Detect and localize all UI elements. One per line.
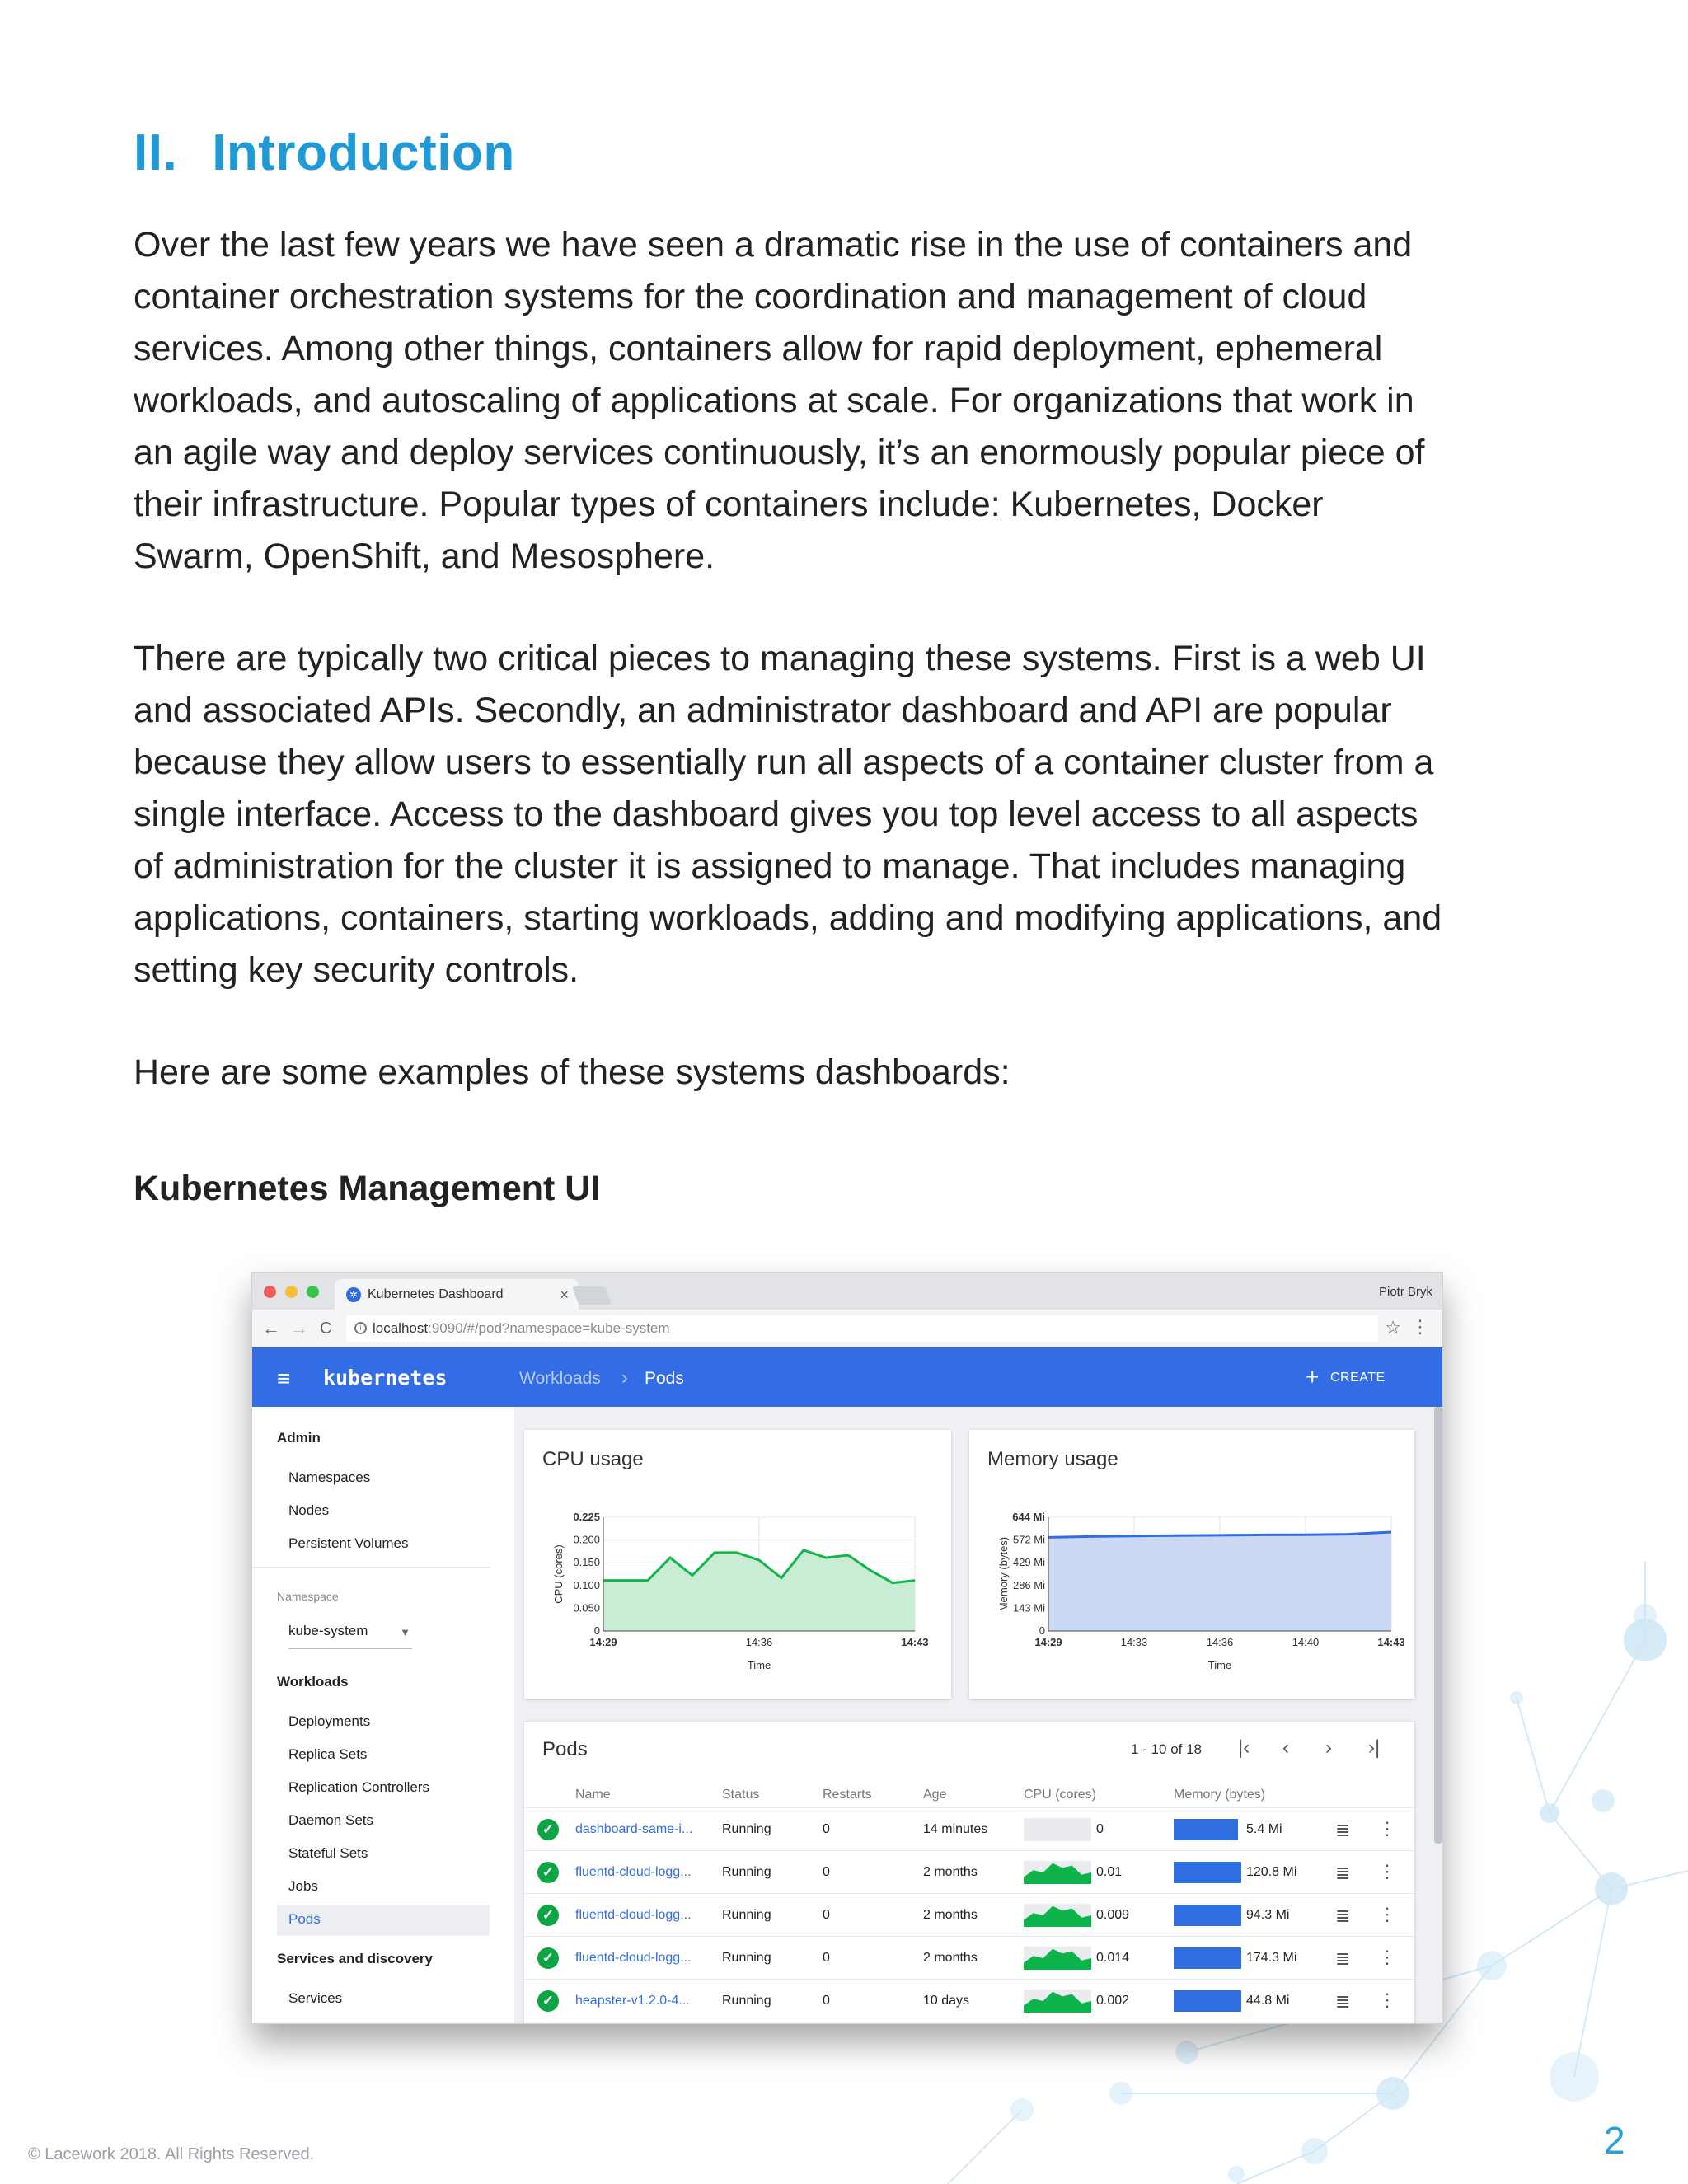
pod-name-link[interactable]: fluentd-cloud-logg...: [575, 1908, 692, 1922]
sidebar-divider: [252, 1567, 490, 1568]
y-tick-label: 0.100: [573, 1578, 600, 1591]
logs-icon[interactable]: ≣: [1335, 1991, 1351, 2012]
namespace-select[interactable]: [288, 1623, 412, 1649]
memory-bar: [1174, 1947, 1241, 1969]
sidebar-item-replica-sets[interactable]: Replica Sets: [288, 1746, 368, 1762]
x-tick-label: 14:43: [901, 1636, 929, 1648]
pagination-summary: 1 - 10 of 18: [1131, 1741, 1203, 1757]
pod-age: 2 months: [923, 1951, 978, 1965]
logs-icon[interactable]: ≣: [1335, 1905, 1351, 1926]
last-page-icon[interactable]: ›|: [1368, 1736, 1381, 1759]
minimize-window-icon[interactable]: [285, 1286, 298, 1298]
breadcrumb-chevron-icon: ›: [621, 1366, 628, 1389]
plus-icon[interactable]: +: [1306, 1364, 1320, 1390]
memory-bar: [1174, 1862, 1241, 1883]
y-tick-label: 572 Mi: [1012, 1533, 1045, 1546]
sidebar-item-jobs[interactable]: Jobs: [288, 1878, 318, 1894]
info-icon[interactable]: i: [354, 1322, 367, 1334]
pod-name-link[interactable]: fluentd-cloud-logg...: [575, 1951, 692, 1965]
pod-restarts: 0: [823, 1994, 830, 2008]
sparkline-area: [1024, 1949, 1091, 1970]
profile-name[interactable]: Piotr Bryk: [1378, 1285, 1432, 1299]
cpu-sparkline: [1024, 1818, 1091, 1841]
memory-usage-card: [969, 1430, 1414, 1699]
bookmark-star-icon[interactable]: ☆: [1385, 1317, 1401, 1338]
sparkline-area: [1024, 1992, 1091, 2013]
intro-paragraph-1: Over the last few years we have seen a dramatic rise in the use of containers and container orchestration systems for the coordination and management of cloud services. Among other things, containers allow for rapid deployment, ephemeral workloads, and autoscaling of applications at scale. For organizations that work in an agile way and deploy services continuously, it’s an enormously popular piece of their infrastructure. Popular types of containers include: Kubernetes, Docker Swarm, OpenShift, and Mesosphere.: [134, 225, 1425, 576]
breadcrumb-pods: Pods: [645, 1369, 684, 1388]
cpu-usage-title: CPU usage: [542, 1448, 644, 1470]
x-tick-label: 14:36: [745, 1636, 773, 1648]
pod-status: Running: [722, 1822, 771, 1836]
pod-restarts: 0: [823, 1865, 830, 1879]
memory-usage-title: Memory usage: [987, 1448, 1118, 1470]
first-page-icon[interactable]: |‹: [1238, 1736, 1250, 1759]
cpu-sparkline: [1024, 1904, 1091, 1927]
pod-name-link[interactable]: fluentd-cloud-logg...: [575, 1865, 692, 1879]
browser-menu-icon[interactable]: ⋮: [1411, 1316, 1429, 1337]
forward-icon[interactable]: →: [290, 1318, 308, 1338]
x-tick-label: 14:29: [1034, 1636, 1062, 1648]
x-axis-label: Time: [1207, 1659, 1232, 1671]
sidebar: [252, 1407, 514, 2024]
sidebar-item-pods[interactable]: Pods: [277, 1905, 490, 1936]
logs-icon[interactable]: ≣: [1335, 1948, 1351, 1969]
caret-down-icon: ▼: [400, 1626, 410, 1638]
sidebar-item-nodes[interactable]: Nodes: [288, 1502, 330, 1518]
tab-close-icon[interactable]: ×: [560, 1286, 569, 1303]
pod-status: Running: [722, 1951, 771, 1965]
column-header-name[interactable]: Name: [575, 1788, 611, 1802]
maximize-window-icon[interactable]: [307, 1286, 319, 1298]
page-number: 2: [1604, 2119, 1625, 2162]
sidebar-item-daemon-sets[interactable]: Daemon Sets: [288, 1812, 373, 1828]
memory-bar: [1174, 1819, 1238, 1840]
series-area: [603, 1550, 915, 1631]
y-tick-label: 0.050: [573, 1601, 600, 1615]
pod-memory: 5.4 Mi: [1246, 1822, 1282, 1836]
column-header-age[interactable]: Age: [923, 1788, 947, 1802]
logs-icon[interactable]: ≣: [1335, 1820, 1351, 1840]
column-header-cpu[interactable]: CPU (cores): [1024, 1788, 1097, 1802]
sparkline-area: [1024, 1906, 1091, 1927]
pod-cpu: 0: [1096, 1822, 1104, 1836]
sidebar-item-services[interactable]: Services: [288, 1990, 343, 2006]
pod-name-link[interactable]: dashboard-same-i...: [575, 1822, 693, 1836]
table-row[interactable]: [524, 1893, 1414, 1936]
back-icon[interactable]: ←: [262, 1318, 280, 1338]
status-ok-icon: ✓: [537, 1819, 559, 1840]
pod-age: 10 days: [923, 1994, 970, 2008]
pod-cpu: 0.01: [1096, 1865, 1123, 1879]
row-menu-icon[interactable]: ⋮: [1378, 1818, 1396, 1839]
sidebar-item-namespaces[interactable]: Namespaces: [288, 1469, 371, 1485]
browser-tab[interactable]: [335, 1279, 579, 1310]
app-bar: [252, 1347, 1443, 1407]
sidebar-item-persistent-volumes[interactable]: Persistent Volumes: [288, 1535, 409, 1551]
y-tick-label: 0.200: [573, 1533, 600, 1546]
namespace-label: Namespace: [277, 1590, 339, 1603]
tab-title: Kubernetes Dashboard: [368, 1287, 504, 1301]
memory-bar: [1174, 1990, 1241, 2012]
create-button[interactable]: CREATE: [1330, 1371, 1386, 1385]
subheading: Kubernetes Management UI: [134, 1169, 601, 1208]
reload-icon[interactable]: C: [320, 1319, 332, 1338]
x-axis-label: Time: [747, 1659, 771, 1671]
pod-memory: 174.3 Mi: [1246, 1951, 1297, 1965]
row-menu-icon[interactable]: ⋮: [1378, 1904, 1396, 1924]
pod-status: Running: [722, 1908, 771, 1922]
y-axis-label: CPU (cores): [552, 1544, 565, 1604]
hamburger-menu-icon[interactable]: ≡: [277, 1366, 291, 1391]
brand-logo[interactable]: kubernetes: [323, 1366, 448, 1390]
cpu-sparkline: [1024, 1861, 1091, 1884]
y-tick-label: 644 Mi: [1012, 1511, 1045, 1523]
column-header-memory[interactable]: Memory (bytes): [1174, 1788, 1266, 1802]
sidebar-heading-admin[interactable]: Admin: [277, 1430, 321, 1446]
y-axis-label: Memory (bytes): [997, 1536, 1010, 1612]
cpu-usage-chart: [524, 1481, 951, 1699]
x-tick-label: 14:40: [1292, 1636, 1320, 1648]
row-menu-icon[interactable]: ⋮: [1378, 1861, 1396, 1882]
pod-restarts: 0: [823, 1908, 830, 1922]
y-tick-label: 143 Mi: [1012, 1601, 1045, 1615]
pod-age: 2 months: [923, 1908, 978, 1922]
pod-memory: 94.3 Mi: [1246, 1908, 1290, 1922]
breadcrumb-workloads[interactable]: Workloads: [519, 1369, 601, 1388]
url-host: localhost: [373, 1320, 429, 1336]
pod-restarts: 0: [823, 1951, 830, 1965]
status-ok-icon: ✓: [537, 1862, 559, 1883]
table-row[interactable]: [524, 1850, 1414, 1893]
pod-cpu: 0.014: [1096, 1951, 1130, 1965]
pod-memory: 120.8 Mi: [1246, 1865, 1297, 1879]
x-tick-label: 14:43: [1377, 1636, 1405, 1648]
pod-cpu: 0.002: [1096, 1994, 1130, 2008]
pods-title: Pods: [542, 1738, 588, 1760]
x-tick-label: 14:29: [589, 1636, 617, 1648]
memory-usage-chart: [969, 1481, 1414, 1699]
table-row[interactable]: [524, 1979, 1414, 2022]
row-menu-icon[interactable]: ⋮: [1378, 1990, 1396, 2010]
intro-paragraph-2: There are typically two critical pieces to managing these systems. First is a web UI and associated APIs. Secondly, an administrator dashboard and API are popular because they allow users to essentially run all aspects of a container cluster from a single interface. Access to the dashboard gives you top level access to all aspects of administration for the cluster it is assigned to manage. That includes managing applications, containers, starting workloads, adding and modifying applications, and setting key security controls.: [134, 639, 1442, 990]
kubernetes-logo-icon: ✲: [346, 1287, 361, 1302]
column-header-restarts[interactable]: Restarts: [823, 1788, 872, 1802]
column-header-status[interactable]: Status: [722, 1788, 760, 1802]
previous-page-icon[interactable]: ‹: [1282, 1736, 1289, 1759]
new-tab-button[interactable]: [572, 1286, 612, 1305]
status-ok-icon: ✓: [537, 1947, 559, 1969]
namespace-value: kube-system: [288, 1623, 368, 1638]
x-tick-label: 14:36: [1206, 1636, 1234, 1648]
sidebar-heading-services[interactable]: Services and discovery: [277, 1951, 434, 1966]
status-ok-icon: ✓: [537, 1905, 559, 1926]
y-tick-label: 286 Mi: [1012, 1578, 1045, 1591]
footer-copyright: © Lacework 2018. All Rights Reserved.: [28, 2145, 315, 2163]
browser-tab-bar: [252, 1273, 1443, 1310]
pod-age: 2 months: [923, 1865, 978, 1879]
intro-paragraph-3: Here are some examples of these systems dashboards:: [134, 1052, 1010, 1092]
status-ok-icon: ✓: [537, 1990, 559, 2012]
y-tick-label: 0.150: [573, 1556, 600, 1569]
cpu-usage-card: [524, 1430, 951, 1699]
kubernetes-dashboard-screenshot: [251, 1272, 1443, 2024]
pods-card: [524, 1722, 1414, 2024]
pod-name-link[interactable]: heapster-v1.2.0-4...: [575, 1994, 690, 2008]
sidebar-item-deployments[interactable]: Deployments: [288, 1713, 371, 1729]
table-row[interactable]: [524, 1936, 1414, 1979]
section-number: II.: [134, 124, 178, 181]
row-menu-icon[interactable]: ⋮: [1378, 1947, 1396, 1967]
y-tick-label: 0: [593, 1624, 600, 1637]
y-tick-label: 0.225: [573, 1511, 600, 1523]
address-bar-row: [252, 1310, 1443, 1347]
pod-restarts: 0: [823, 1822, 830, 1836]
memory-bar: [1174, 1905, 1241, 1926]
sidebar-heading-workloads[interactable]: Workloads: [277, 1674, 349, 1690]
sidebar-item-stateful-sets[interactable]: Stateful Sets: [288, 1845, 368, 1861]
y-tick-label: 0: [1039, 1624, 1045, 1637]
section-heading: [134, 124, 515, 182]
url-input[interactable]: [346, 1315, 1378, 1342]
y-tick-label: 429 Mi: [1012, 1556, 1045, 1569]
table-row[interactable]: [524, 1807, 1414, 1850]
sidebar-item-replication-controllers[interactable]: Replication Controllers: [288, 1779, 430, 1795]
close-window-icon[interactable]: [264, 1286, 276, 1298]
pod-status: Running: [722, 1865, 771, 1879]
url-path: :9090/#/pod?namespace=kube-system: [428, 1320, 670, 1336]
cpu-sparkline: [1024, 1947, 1091, 1970]
pod-memory: 44.8 Mi: [1246, 1994, 1290, 2008]
x-tick-label: 14:33: [1120, 1636, 1148, 1648]
series-area: [1048, 1532, 1391, 1631]
logs-icon[interactable]: ≣: [1335, 1863, 1351, 1883]
pod-cpu: 0.009: [1096, 1908, 1130, 1922]
next-page-icon[interactable]: ›: [1325, 1736, 1332, 1759]
pod-age: 14 minutes: [923, 1822, 988, 1836]
sparkline-area: [1024, 1863, 1091, 1884]
scrollbar[interactable]: [1434, 1407, 1442, 1844]
section-title: Introduction: [212, 124, 515, 181]
pod-status: Running: [722, 1994, 771, 2008]
cpu-sparkline: [1024, 1990, 1091, 2013]
